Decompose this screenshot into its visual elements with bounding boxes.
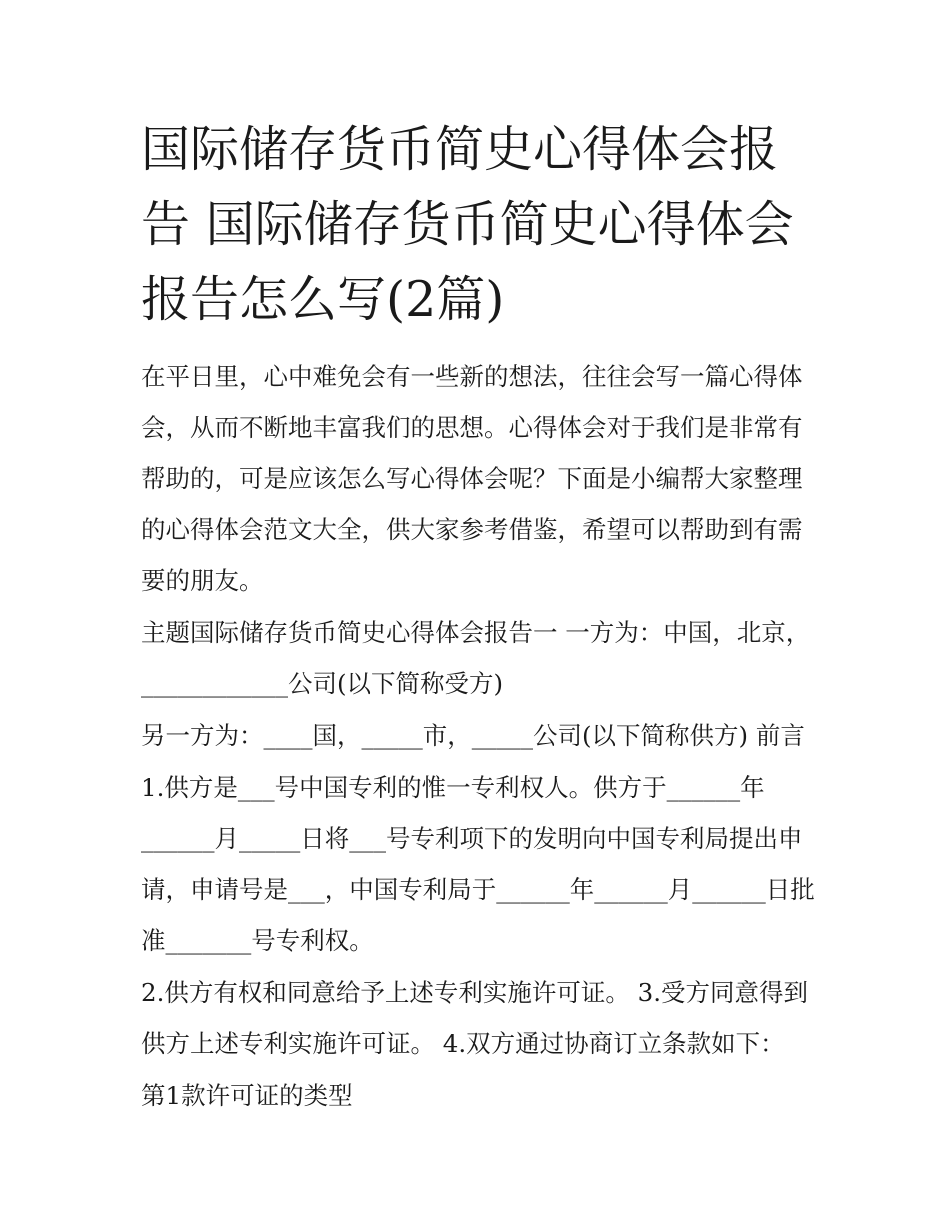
party-b-paragraph: 另一方为：____国，_____市，_____公司(以下简称供方) 前言: [141, 721, 805, 750]
intro-paragraph: 在平日里，心中难免会有一些新的想法，往往会写一篇心得体会，从而不断地丰富我们的思想。心得体会对于我们是非常有帮助的，可是应该怎么写心得体会呢？下面是小编帮大家整理的心得体会范文大全，供大家参考借鉴，希望可以帮助到有需要的朋友。: [141, 362, 803, 595]
license-type-heading: 第1款许可证的类型: [141, 1081, 353, 1110]
party-a-paragraph: 主题国际储存货币简史心得体会报告一 一方为：中国，北京，____________公司(以下简称受方): [141, 618, 811, 698]
patent-clause-2-4: 2.供方有权和同意给予上述专利实施许可证。 3.受方同意得到供方上述专利实施许可证。 4.双方通过协商订立条款如下：: [141, 978, 809, 1058]
document-page: [141, 112, 821, 1121]
document-title: 国际储存货币简史心得体会报告 国际储存货币简史心得体会报告怎么写(2篇): [141, 121, 794, 328]
patent-clause-1: 1.供方是___号中国专利的惟一专利权人。供方于______年______月_____日将___号专利项下的发明向中国专利局提出申请，申请号是___，中国专利局于______年______月______日批准_______号专利权。: [141, 773, 815, 955]
